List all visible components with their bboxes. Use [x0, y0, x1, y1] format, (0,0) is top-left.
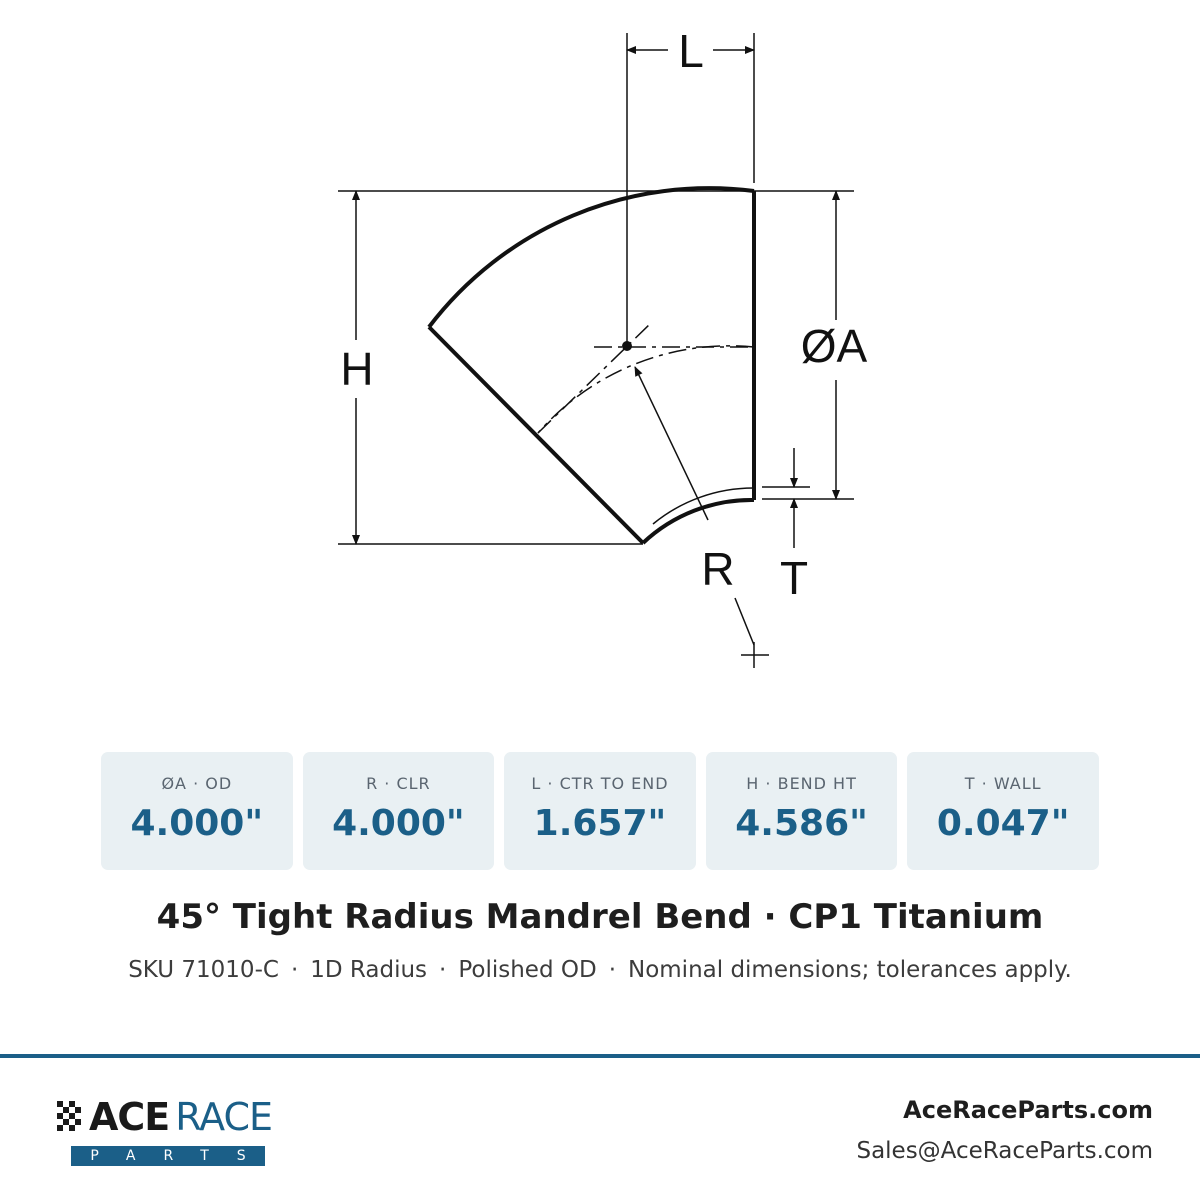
separator: ·	[439, 957, 447, 983]
tile-value: 4.000"	[332, 803, 465, 844]
product-specs-line	[0, 957, 1200, 983]
tile-label: H · BEND HT	[746, 774, 857, 793]
sku-text: SKU 71010-C	[128, 957, 279, 983]
logo-wordmark	[55, 1094, 272, 1140]
contact-block	[856, 1096, 1153, 1164]
tile-clr	[303, 752, 495, 870]
bend-outline	[429, 188, 754, 543]
separator: ·	[290, 957, 299, 983]
label-diameter-a: ØA	[800, 320, 868, 372]
extension-lines	[338, 33, 854, 544]
label-l: L	[678, 25, 704, 77]
tile-value: 4.000"	[130, 803, 264, 844]
radius-text: 1D Radius	[310, 957, 428, 983]
label-h: H	[340, 343, 374, 395]
tile-value: 1.657"	[533, 803, 667, 844]
checkered-flag-icon	[55, 1097, 85, 1137]
logo-race-text: RACE	[175, 1095, 272, 1139]
tile-label: L · CTR TO END	[531, 774, 669, 793]
logo-ace-text: ACE	[89, 1095, 170, 1139]
centerlines	[538, 322, 754, 433]
separator: ·	[608, 957, 616, 983]
product-title: 45° Tight Radius Mandrel Bend · CP1 Titanium	[156, 897, 1044, 937]
tile-wall	[907, 752, 1099, 870]
tile-ctr-to-end	[504, 752, 696, 870]
label-r: R	[701, 543, 735, 595]
footer-divider	[0, 1054, 1200, 1058]
brand-logo[interactable]	[55, 1094, 274, 1168]
label-t: T	[779, 552, 809, 604]
tile-label: R · CLR	[366, 774, 431, 793]
logo-parts-bar: PARTS	[71, 1146, 265, 1166]
tile-label: ØA · OD	[161, 774, 233, 793]
tolerance-note: Nominal dimensions; tolerances apply.	[628, 957, 1072, 983]
tile-value: 4.586"	[735, 803, 868, 844]
tile-bend-height	[706, 752, 898, 870]
website-link[interactable]: AceRaceParts.com	[903, 1096, 1153, 1124]
dimension-r	[635, 367, 769, 668]
email-link[interactable]: Sales@AceRaceParts.com	[856, 1138, 1153, 1164]
dimension-tiles	[101, 752, 1099, 870]
finish-text: Polished OD	[458, 957, 597, 983]
tile-value: 0.047"	[936, 803, 1070, 844]
tile-label: T · WALL	[964, 774, 1042, 793]
tile-od	[101, 752, 293, 870]
